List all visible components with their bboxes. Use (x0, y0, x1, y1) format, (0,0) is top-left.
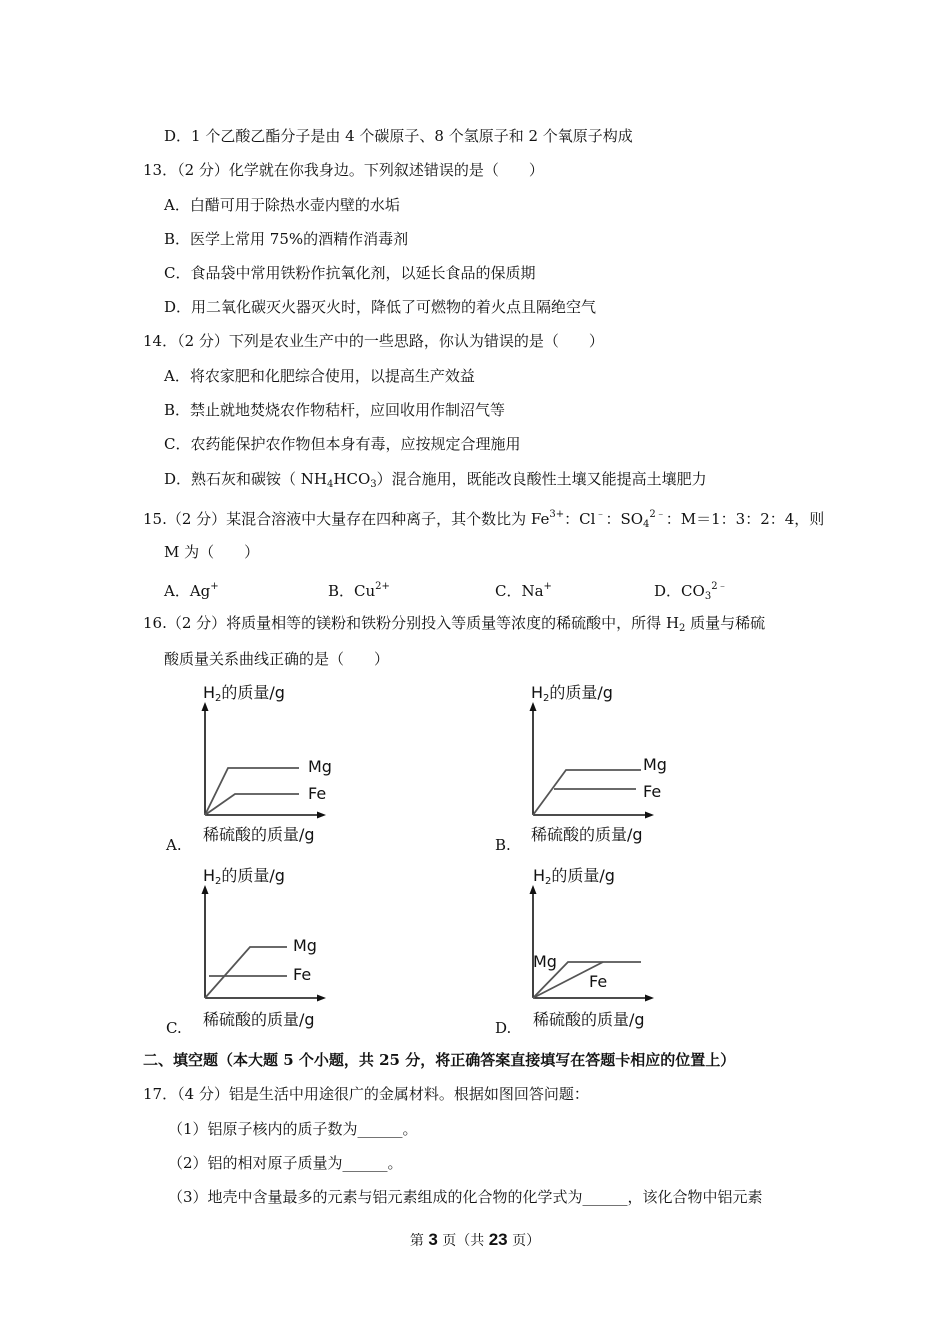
q13-option-c: C．食品袋中常用铁粉作抗氧化剂，以延长食品的保质期 (164, 264, 536, 282)
graph-c-fe-label: Fe (293, 965, 312, 984)
graph-c (195, 867, 345, 1037)
q17-part1: （1）铝原子核内的质子数为______。 (168, 1120, 418, 1138)
graph-b-y-label: $H_2$的质量/g (531, 683, 613, 704)
section-2-heading: 二、填空题（本大题 5 个小题，共 25 分，将正确答案直接填写在答题卡相应的位置上） (143, 1051, 736, 1069)
graph-a-x-label: 稀硫酸的质量/g (203, 825, 315, 844)
q14-option-c: C．农药能保护农作物但本身有毒，应按规定合理施用 (164, 435, 521, 453)
q15-option-b: B．$Cu^{2+}$ (328, 581, 390, 600)
graph-a-fe-label: Fe (308, 784, 327, 803)
graph-d (523, 867, 673, 1037)
q14-option-a: A．将农家肥和化肥综合使用，以提高生产效益 (164, 367, 475, 385)
q13-option-a: A．白醋可用于除热水壶内壁的水垢 (164, 196, 400, 214)
graph-d-fe-label: Fe (589, 972, 608, 991)
q16-stem-line2: 酸质量关系曲线正确的是（ ） (164, 650, 390, 668)
q15-option-a: A．Ag+ (164, 581, 219, 600)
q14-option-b: B．禁止就地焚烧农作物秸杆，应回收用作制沼气等 (164, 401, 506, 419)
q13-stem: 13．（2 分）化学就在你我身边。下列叙述错误的是（ ） (143, 161, 544, 179)
q15-option-c: C．Na+ (495, 581, 552, 600)
graph-c-y-label: $H_2$的质量/g (203, 866, 285, 887)
graph-d-plot (523, 867, 673, 1017)
graph-b-fe-label: Fe (643, 782, 662, 801)
q13-option-b: B．医学上常用 75%的酒精作消毒剂 (164, 230, 409, 248)
graph-b-x-label: 稀硫酸的质量/g (531, 825, 643, 844)
q17-part2: （2）铝的相对原子质量为______。 (168, 1154, 403, 1172)
graph-b-letter: B. (495, 836, 511, 854)
page-footer: 第 3 页（共 23 页） (409, 1230, 541, 1249)
graph-c-x-label: 稀硫酸的质量/g (203, 1010, 315, 1029)
q15-stem-line2: M 为（ ） (164, 543, 260, 561)
graph-c-letter: C. (166, 1019, 182, 1037)
graph-c-mg-label: Mg (293, 936, 317, 955)
q13-option-d: D．用二氧化碳灭火器灭火时，降低了可燃物的着火点且隔绝空气 (164, 298, 597, 316)
q15-stem: 15.（2 分）某混合溶液中大量存在四种离子，其个数比为 $Fe^{3+}$：Cl﹣：$SO_4^{2﹣}$：M＝1：3：2：4，则 (143, 509, 825, 530)
graph-a (195, 684, 345, 854)
graph-c-plot (195, 867, 345, 1017)
q12-option-d: D．1 个乙酸乙酯分子是由 4 个碳原子、8 个氢原子和 2 个氧原子构成 (164, 127, 633, 145)
q17-stem: 17．（4 分）铝是生活中用途很广的金属材料。根据如图回答问题： (143, 1085, 589, 1103)
graph-b-mg-label: Mg (643, 755, 667, 774)
q15-option-d: D．$CO_3^{2﹣}$ (654, 581, 728, 602)
q14-option-d: D．熟石灰和碳铵（ $NH_4HCO_3$）混合施用，既能改良酸性土壤又能提高土壤肥力 (164, 470, 707, 490)
graph-a-mg-label: Mg (308, 757, 332, 776)
graph-d-letter: D. (495, 1019, 512, 1037)
page-number: 3 (428, 1230, 438, 1249)
q17-part3: （3）地壳中含量最多的元素与铝元素组成的化合物的化学式为______，该化合物中铝元素 (168, 1188, 763, 1206)
q14-stem: 14．（2 分）下列是农业生产中的一些思路，你认为错误的是（ ） (143, 332, 604, 350)
q16-stem: 16.（2 分）将质量相等的镁粉和铁粉分别投入等质量等浓度的稀硫酸中，所得 $H_2$ 质量与稀硫 (143, 614, 766, 634)
graph-d-y-label: $H_2$的质量/g (533, 866, 615, 887)
graph-d-mg-label: Mg (533, 952, 557, 971)
graph-a-letter: A. (166, 836, 182, 854)
graph-b (523, 684, 673, 854)
graph-d-x-label: 稀硫酸的质量/g (533, 1010, 645, 1029)
graph-a-y-label: $H_2$的质量/g (203, 683, 285, 704)
total-pages: 23 (488, 1230, 508, 1249)
